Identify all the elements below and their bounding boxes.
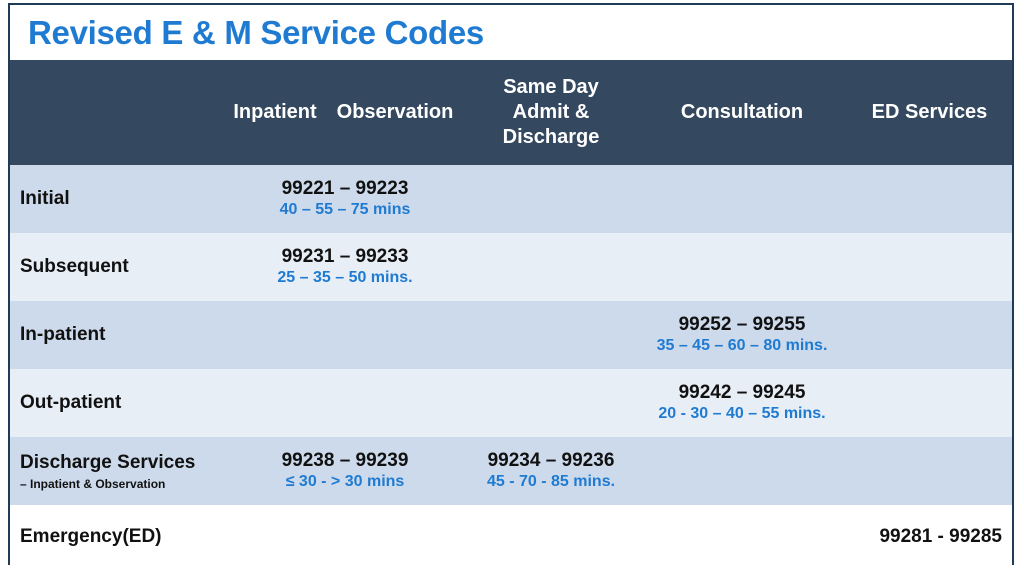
row-label-discharge-sub: – Inpatient & Observation [20,476,166,491]
time-range: 35 – 45 – 60 – 80 mins. [656,337,828,355]
cell-consultation [637,233,847,301]
cell-consultation [637,505,847,568]
code-range: 99231 – 99233 [281,245,409,267]
header-same-day [465,60,637,165]
slide-title: Revised E & M Service Codes [28,13,484,51]
table-row [10,437,1012,505]
header-same-day-line1: Same Day [503,76,599,98]
cell-inpatient-observation [225,165,465,233]
cell-same-day [465,301,637,369]
cell-consultation [637,301,847,369]
cell-same-day [465,437,637,505]
code-range: 99238 – 99239 [281,449,409,471]
code-range: 99281 - 99285 [879,525,1002,547]
time-range: 20 - 30 – 40 – 55 mins. [658,405,826,423]
cell-inpatient-observation [225,437,465,505]
header-observation: Observation [336,101,454,123]
cell-same-day [465,369,637,437]
header-empty [10,60,225,165]
row-label-initial: Initial [20,188,70,209]
cell-ed [847,437,1012,505]
cell-same-day [465,165,637,233]
cell-inpatient-observation [225,369,465,437]
row-label-in-patient: In-patient [20,324,106,345]
time-range: ≤ 30 - > 30 mins [285,473,405,491]
code-range: 99234 – 99236 [487,449,615,471]
cell-consultation [637,437,847,505]
row-label-subsequent: Subsequent [20,256,129,277]
slide [8,3,1014,565]
row-label-out-patient: Out-patient [20,392,122,413]
row-label-emergency: Emergency(ED) [20,525,162,547]
code-range: 99242 – 99245 [678,381,806,403]
cell-same-day [465,505,637,568]
table-row [10,165,1012,233]
cell-ed [847,165,1012,233]
table-header-row [10,60,1012,165]
cell-ed [847,505,1012,568]
code-range: 99252 – 99255 [678,313,806,335]
time-range: 45 - 70 - 85 mins. [486,473,616,491]
cell-inpatient-observation [225,505,465,568]
header-same-day-line2: Admit & [512,101,590,123]
header-inpatient: Inpatient [233,101,317,123]
code-range: 99221 – 99223 [281,177,409,199]
cell-consultation [637,165,847,233]
table-row [10,369,1012,437]
table-row [10,505,1012,568]
cell-ed [847,369,1012,437]
row-label-discharge [10,437,225,505]
header-ed-services: ED Services [871,101,988,123]
cell-consultation [637,369,847,437]
row-label-discharge-main: Discharge Services [20,451,196,473]
header-same-day-line3: Discharge [502,126,600,148]
time-range: 40 – 55 – 75 mins [279,201,411,219]
cell-same-day [465,233,637,301]
table-row [10,233,1012,301]
table-row [10,301,1012,369]
service-codes-table [10,60,1012,568]
cell-inpatient-observation [225,233,465,301]
cell-ed [847,301,1012,369]
cell-inpatient-observation [225,301,465,369]
cell-ed [847,233,1012,301]
header-consultation: Consultation [680,101,804,123]
time-range: 25 – 35 – 50 mins. [277,269,413,287]
